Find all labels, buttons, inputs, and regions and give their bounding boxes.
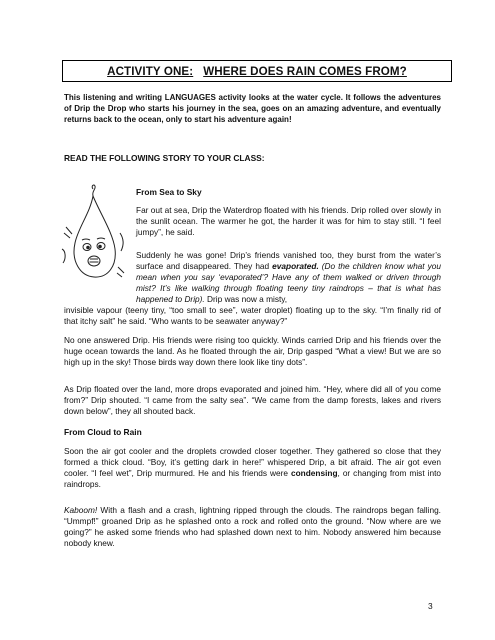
p2-text-b: Drip was now a misty, [207, 294, 288, 304]
activity-title-suffix: WHERE DOES RAIN COMES FROM? [203, 64, 407, 78]
p5-text-a: Soon the air got cooler and the droplets crowded closer together. They gathered so close that they formed a thick cloud. “Boy, it’s getting dark in here!” whispered Drip, a bit afraid. The air got even cooler. “I feel wet”, Drip murmured. He and his friends were [64, 446, 441, 478]
activity-title [107, 65, 407, 78]
page-number: 3 [428, 601, 433, 611]
section-heading-cloud-to-rain: From Cloud to Rain [64, 427, 142, 437]
p5-condensing-term: condensing [290, 468, 338, 478]
p6-kaboom: Kaboom! [64, 505, 98, 515]
p2-teacher-aside: (Do the children know what you mean when you say ‘evaporated’? Have any of them walked or driven through mist? It’s like walking through floating teeny tiny raindrops – that is what has happened to Drip). [136, 261, 441, 304]
p2-text-a: Suddenly he was gone! Drip’s friends vanished too, they burst from the water’s surface and disappeared. They had [136, 250, 441, 271]
intro-paragraph: This listening and writing LANGUAGES activity looks at the water cycle. It follows the adventures of Drip the Drop who starts his journey in the sea, goes on an amazing adventure, and eventually returns back to the ocean, only to start his adventure again! [64, 93, 441, 124]
drip-waterdrop-illustration [60, 183, 128, 295]
story-paragraph-2 [136, 250, 441, 305]
story-paragraph-2-continued: invisible vapour (teeny tiny, “too small to see”, water droplet) floating up to the sky. “I’m finally rid of that itchy salt” he said. “Who wants to be seawater anyway?” [64, 305, 441, 326]
story-paragraph-3: No one answered Drip. His friends were rising too quickly. Winds carried Drip and his friends over the huge ocean towards the land. As he floated through the air, Drip gasped “What a view! But we are so high up in the sky! Those birds way down there look like tiny dots”. [64, 335, 441, 367]
activity-title-box [62, 60, 452, 82]
section-heading-sea-to-sky: From Sea to Sky [136, 187, 202, 197]
story-paragraph-5 [64, 446, 441, 490]
story-paragraph-1: Far out at sea, Drip the Waterdrop floated with his friends. Drip rolled over slowly in the sunlit ocean. The warmer he got, the harder it was for him to stay still. “I feel jumpy”, he said. [136, 205, 441, 237]
story-paragraph-6 [64, 505, 441, 549]
p2-evaporated-term: evaporated. [272, 261, 319, 271]
p6-text: With a flash and a crash, lightning ripped through the clouds. The raindrops began falling. “Ummpf!” groaned Drip as he splashed onto a rock and rolled onto the ground. “Now where are we going?” he asked some friends who had splashed down next to him. Nobody answered him because nobody knew. [64, 505, 441, 548]
p5-text-b: , or changing from mist into raindrops. [64, 468, 441, 489]
story-paragraph-4: As Drip floated over the land, more drops evaporated and joined him. “Hey, where did all of you come from?” Drip shouted. “I came from the salty sea”. “We came from the damp forests, lakes and rivers down below”, they all shouted back. [64, 384, 441, 416]
activity-title-prefix: ACTIVITY ONE: [107, 64, 194, 78]
instruction-heading: READ THE FOLLOWING STORY TO YOUR CLASS: [64, 153, 265, 163]
